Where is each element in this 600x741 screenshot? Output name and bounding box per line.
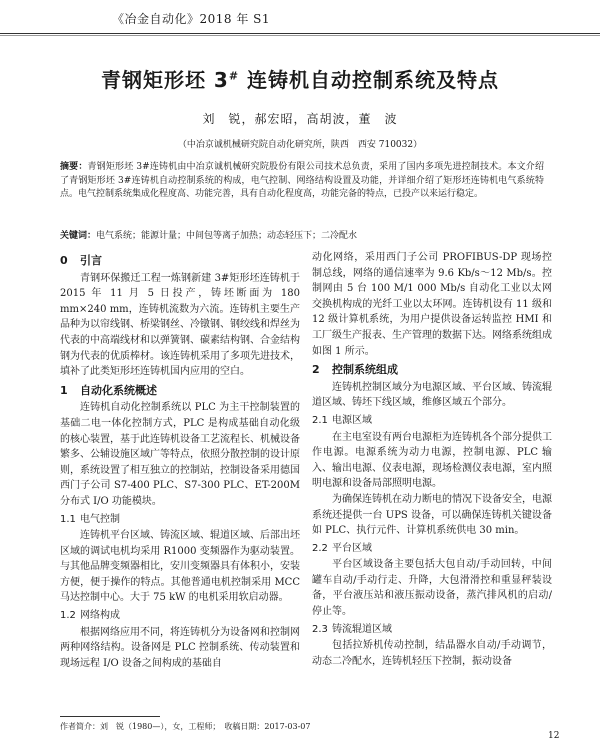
section-heading-intro: 0 引言: [60, 254, 102, 267]
section-heading-2-3: 2.3 铸流辊道区域: [312, 623, 392, 635]
paragraph-section-2-2: 平台区域设备主要包括大包自动/手动回转，中间罐车自动/手动行走、升降，大包滑滑控和重显秤装设备，平台液压站和液压振动设备，蒸汽排风机的启动/停止等。: [312, 559, 552, 618]
keywords: [60, 230, 544, 243]
right-column: [312, 250, 552, 669]
paragraph-section-2-1b: 为确保连铸机在动力断电的情况下设备安全，电源系统还提供一台 UPS 设备，可以确保连铸机关键设备如 PLC、执行元件、计算机系统供电 30 min。: [312, 493, 552, 537]
left-column: [60, 250, 300, 671]
paper-title: [0, 64, 600, 93]
footnote: 作者简介：刘 锐（1980—），女，工程师； 收稿日期：2017-03-07: [60, 722, 311, 731]
paragraph-section-1: 连铸机自动化控制系统以 PLC 为主干控制装置的基础二电一体化控制方式，PLC 是构成基础自动化级的核心装置，基于此连铸机设备工艺流程长、机械设备繁多、公辅设施区域广等特点，依照分散控制的设计原则，系统设置了相互独立的控制站，控制设备采用德国西门子公司 S7-400 PLC、S7-300 PLC、ET-200M 分布式 I/O 功能模块。: [60, 402, 300, 507]
abstract: [60, 161, 544, 202]
affiliation: （中冶京诚机械研究院自动化研究所，陕西 西安 710032）: [177, 140, 423, 150]
paragraph-intro: 青钢环保搬迁工程一炼钢新建 3#矩形坯连铸机于 2015 年 11 月 5 日投产，铸坯断面为 180 mm×240 mm，连铸机流数为六流。连铸机主要生产品种为以帘线钢、桥梁钢丝、冷镦钢、钢绞线和焊丝为代表的中高端线材和以弹簧钢、碳素结构钢、合金结构钢为代表的优质棒材。该连铸机采用了多项先进技术，填补了此类矩形坯连铸机国内应用的空白。: [60, 272, 300, 378]
page-header: [0, 0, 600, 36]
title-superscript: #: [228, 69, 240, 83]
paragraph-section-1-2-cont: 动化网络，采用西门子公司 PROFIBUS-DP 现场控制总线，网络的通信速率为 9.6 Kb/s～12 Mb/s。控制网由 5 台 100 M/1 000 Mb/s 自动化工业以太网交换机构成的光纤工业以太环网。连铸机设有 11 级和 12 级计算机系统，为用户提供设备运转监控 HMI 和工厂级生产报表、生产管理的数据下达。网络系统组成如图 1 所示。: [312, 252, 552, 357]
section-heading-1-1: 1.1 电气控制: [60, 513, 120, 525]
paragraph-section-1-2: 根据网络应用不同，将连铸机分为设备网和控制网两种网络结构。设备网是 PLC 控制系统、传动装置和现场远程 I/O 设备之间构成的基础自: [60, 626, 300, 669]
author-list: 刘 锐，郝宏昭，高胡波，董 波: [202, 112, 398, 126]
journal-name: 《冶金自动化》2018 年 S1: [112, 12, 271, 26]
title-main: 青钢矩形坯 3: [100, 68, 229, 92]
section-heading-1: 1 自动化系统概述: [60, 383, 157, 397]
section-heading-1-2: 1.2 网络构成: [60, 610, 120, 622]
paragraph-section-2-1a: 在主电室设有两台电源柜为连铸机各个部分提供工作电源。电源系统为动力电源，控制电源、PLC 输入、输出电源、仪表电源，现场检测仪表电源，室内照明电源和设备局部照明电源。: [312, 431, 552, 490]
abstract-label: 摘要：: [60, 162, 88, 172]
paragraph-section-2: 连铸机控制区域分为电源区域、平台区域、铸流辊道区域、铸坯下线区域，维修区域五个部分。: [312, 381, 552, 409]
page-number: 12: [548, 731, 560, 741]
header-rule: [0, 33, 600, 34]
section-heading-2-2: 2.2 平台区域: [312, 542, 372, 554]
keywords-label: 关键词：: [60, 231, 97, 241]
abstract-text: 青钢矩形坯 3#连铸机由中冶京诚机械研究院股份有限公司技术总负责，采用了国内多项先进控制技术。本文介绍了青钢矩形坯 3#连铸机自动控制系统的构成，电气控制、网络结构设置及功能，并详细介绍了矩形坯连铸机电气系统特点。电气控制系统集成化程度高、功能完善，具有自动化程度高，功能完备的特点，已投产以来运行稳定。: [60, 162, 544, 199]
footnote-rule: [60, 716, 160, 717]
keywords-text: 电气系统；能源计量；中间包等离子加热；动态轻压下；二冷配水: [96, 231, 358, 241]
header-rule-thin: [0, 35, 600, 36]
title-rest: 连铸机自动控制系统及特点: [239, 68, 500, 92]
section-heading-2-1: 2.1 电源区域: [312, 414, 372, 426]
paragraph-section-2-3: 包括拉矫机传动控制，结晶器水自动/手动调节，动态二冷配水，连铸机轻压下控制，振动设备: [312, 640, 552, 667]
paragraph-section-1-1: 连铸机平台区域、铸流区域、辊道区域、后部出坯区域的调试电机均采用 R1000 变频器作为驱动装置。与其他品牌变频器相比，安川变频器具有体积小，安装方便，便于操作的特点。其他普通电机控制采用 MCC 马达控制中心。大于 75 kW 的电机采用软启动器。: [60, 530, 300, 604]
section-heading-2: 2 控制系统组成: [312, 363, 398, 377]
